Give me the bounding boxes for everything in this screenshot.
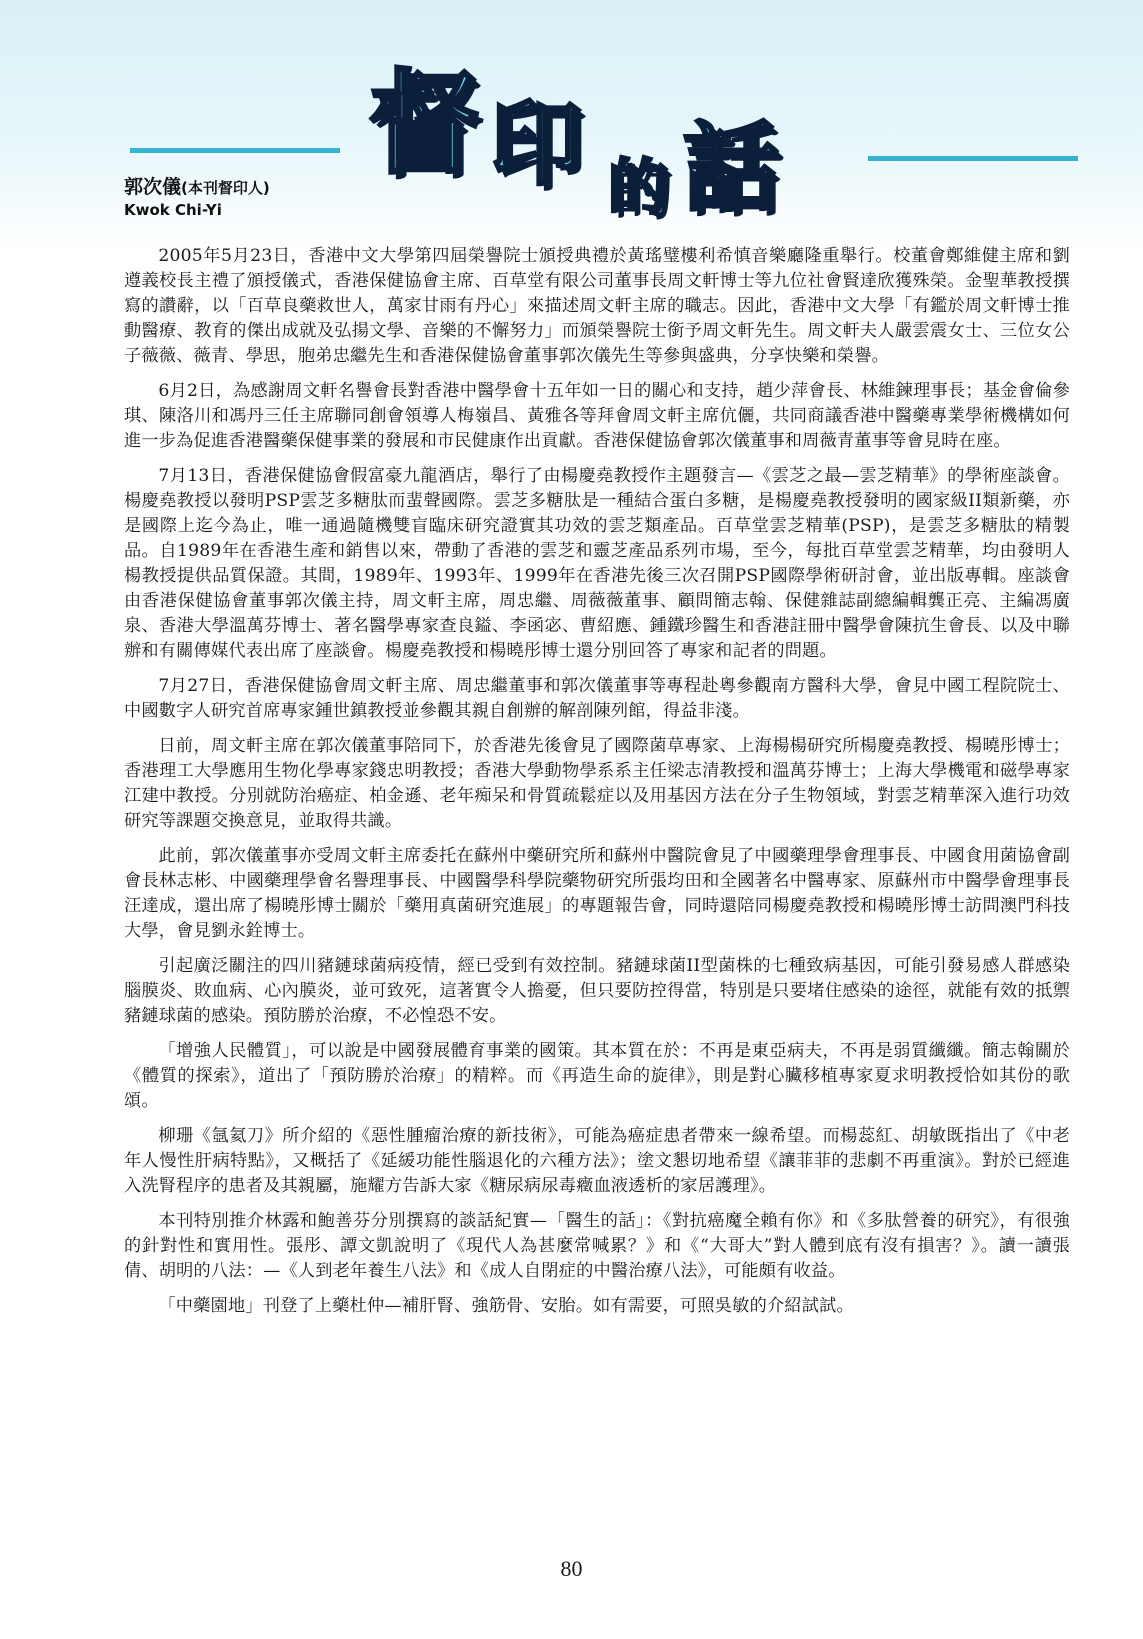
paragraph: 7月27日，香港保健協會周文軒主席、周忠繼董事和郭次儀董事等專程赴粵參觀南方醫科大學，會見中國工程院院士、中國數字人研究首席專家鍾世鎮教授並參觀其親自創辦的解剖陳列館，得益非淺。	[124, 676, 1070, 721]
author-name: 郭次儀	[124, 176, 182, 198]
article-body	[124, 244, 1070, 1329]
author-english-name: Kwok Chi-Yi	[124, 201, 222, 219]
page-title	[368, 58, 838, 228]
paragraph: 6月2日，為感謝周文軒名譽會長對香港中醫學會十五年如一日的關心和支持，趙少萍會長、林維鍊理事長；基金會倫參琪、陳洛川和馮丹三任主席聯同創會領導人梅嶺昌、黃雅各等拜會周文軒主席伉儷，共同商議香港中醫藥專業學術機構如何進一步為促進香港醫藥保健事業的發展和市民健康作出貢獻。香港保健協會郭次儀董事和周薇青董事等會見時在座。	[124, 381, 1070, 451]
paragraph: 2005年5月23日，香港中文大學第四屆榮譽院士頒授典禮於黃瑤璧樓利希慎音樂廳隆重舉行。校董會鄭維健主席和劉遵義校長主禮了頒授儀式，香港保健協會主席、百草堂有限公司董事長周文軒博士等九位社會賢達欣獲殊榮。金聖華教授撰寫的讚辭，以「百草良藥救世人，萬家甘雨有丹心」來描述周文軒主席的職志。因此，香港中文大學「有鑑於周文軒博士推動醫療、教育的傑出成就及弘揚文學、音樂的不懈努力」而頒榮譽院士銜予周文軒先生。周文軒夫人嚴雲震女士、三位女公子薇薇、薇青、學思，胞弟忠繼先生和香港保健協會董事郭次儀先生等參與盛典，分享快樂和榮譽。	[124, 246, 1070, 366]
title-char: 的	[608, 153, 668, 223]
paragraph: 「增強人民體質」，可以說是中國發展體育事業的國策。其本質在於：不再是東亞病夫，不再是弱質纖纖。簡志翰關於《體質的探索》，道出了「預防勝於治療」的精粹。而《再造生命的旋律》，則是對心臟移植專家夏求明教授恰如其份的歌頌。	[124, 1041, 1070, 1111]
title-char: 督	[368, 58, 480, 189]
paragraph: 7月13日，香港保健協會假富豪九龍酒店，舉行了由楊慶堯教授作主題發言—《雲芝之最—雲芝精華》的學術座談會。楊慶堯教授以發明PSP雲芝多糖肽而蜚聲國際。雲芝多糖肽是一種結合蛋白多糖，是楊慶堯教授發明的國家級II類新藥，亦是國際上迄今為止，唯一通過隨機雙盲臨床研究證實其功效的雲芝類產品。百草堂雲芝精華(PSP)，是雲芝多糖肽的精製品。自1989年在香港生產和銷售以來，帶動了香港的雲芝和靈芝產品系列市場，至今，每批百草堂雲芝精華，均由發明人楊教授提供品質保證。其間，1989年、1993年、1999年在香港先後三次召開PSP國際學術研討會，並出版專輯。座談會由香港保健協會董事郭次儀主持，周文軒主席，周忠繼、周薇薇董事、顧問簡志翰、保健雜誌副總編輯龔正亮、主編馮廣泉、香港大學溫萬芬博士、著名醫學專家查良鎰、李函宓、曹紹應、鍾鐵珍醫生和香港註冊中醫學會陳抗生會長、以及中聯辦和有關傳媒代表出席了座談會。楊慶堯教授和楊曉彤博士還分別回答了專家和記者的問題。	[124, 466, 1070, 661]
paragraph: 引起廣泛關注的四川豬鏈球菌病疫情，經已受到有效控制。豬鏈球菌II型菌株的七種致病基因，可能引發易感人群感染腦膜炎、敗血病、心內膜炎，並可致死，這著實令人擔憂，但只要防控得當，特別是只要堵住感染的途徑，就能有效的抵禦豬鏈球菌的感染。預防勝於治療，不必惶恐不安。	[124, 956, 1070, 1026]
paragraph: 此前，郭次儀董事亦受周文軒主席委托在蘇州中藥研究所和蘇州中醫院會見了中國藥理學會理事長、中國食用菌協會副會長林志彬、中國藥理學會名譽理事長、中國醫學科學院藥物研究所張均田和全國著名中醫專家、原蘇州市中醫學會理事長汪達成，還出席了楊曉彤博士關於「藥用真菌研究進展」的專題報告會，同時還陪同楊慶堯教授和楊曉彤博士訪問澳門科技大學，會見劉永銓博士。	[124, 846, 1070, 941]
header-rule-left	[130, 148, 340, 153]
header-rule-right	[868, 156, 1078, 161]
title-char: 印	[490, 90, 583, 198]
title-char: 話	[683, 111, 779, 224]
paragraph: 「中藥園地」刊登了上藥杜仲—補肝腎、強筋骨、安胎。如有需要，可照吳敏的介紹試試。	[158, 1296, 854, 1316]
paragraph: 柳珊《氬氦刀》所介紹的《惡性腫瘤治療的新技術》，可能為癌症患者帶來一線希望。而楊蕊紅、胡敏既指出了《中老年人慢性肝病特點》，又概括了《延緩功能性腦退化的六種方法》；塗文懇切地希望《讓菲菲的悲劇不再重演》。對於已經進入洗腎程序的患者及其親屬，施耀方告訴大家《糖尿病尿毒癥血液透析的家居護理》。	[124, 1126, 1070, 1196]
paragraph: 本刊特別推介林露和鮑善芬分別撰寫的談話紀實—「醫生的話」：《對抗癌魔全賴有你》和《多肽營養的研究》，有很強的針對性和實用性。張彤、譚文凱說明了《現代人為甚麼常喊累？》和《“大哥大”對人體到底有沒有損害？》。讀一讀張倩、胡明的八法：—《人到老年養生八法》和《成人自閉症的中醫治療八法》，可能頗有收益。	[124, 1211, 1070, 1281]
paragraph: 日前，周文軒主席在郭次儀董事陪同下，於香港先後會見了國際菌草專家、上海楊楊研究所楊慶堯教授、楊曉彤博士；香港理工大學應用生物化學專家錢忠明教授；香港大學動物學系系主任梁志清教授和溫萬芬博士；上海大學機電和磁學專家江建中教授。分別就防治癌症、柏金遜、老年痴呆和骨質疏鬆症以及用基因方法在分子生物領域，對雲芝精華深入進行功效研究等課題交換意見，並取得共識。	[124, 736, 1070, 831]
author-block	[124, 172, 270, 219]
author-role: (本刊督印人)	[181, 179, 270, 197]
page-number: 80	[560, 1556, 583, 1581]
